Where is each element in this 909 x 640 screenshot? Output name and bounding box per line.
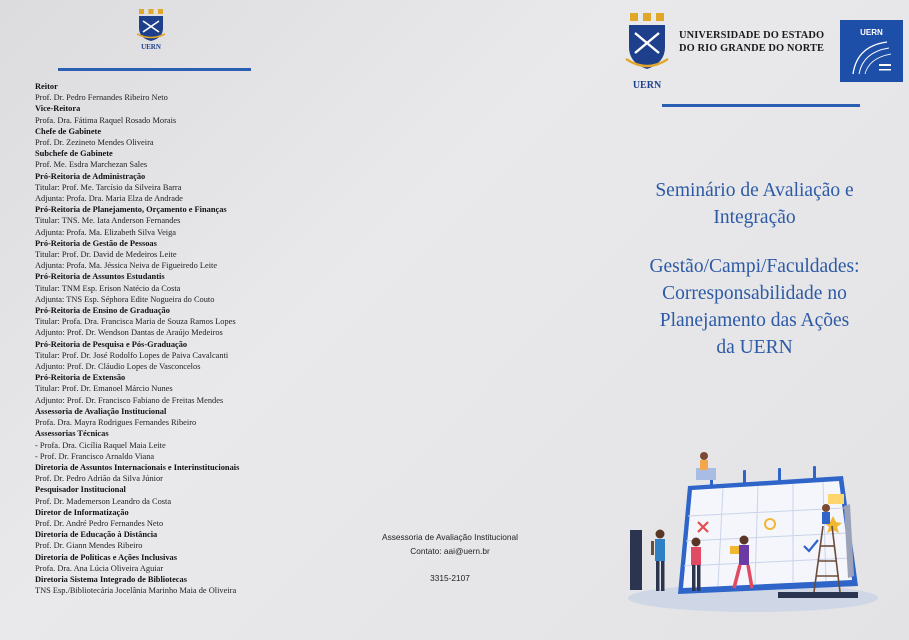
seminar-subtitle-line2: Corresponsabilidade no	[662, 283, 847, 304]
emblem-label: UERN	[860, 28, 883, 37]
roster-person: Adjunto: Prof. Dr. Wendson Dantas de Araújo Medeiros	[35, 328, 223, 338]
uern-crest-logo	[625, 11, 669, 91]
roster-title: Vice-Reitora	[35, 104, 81, 114]
roster-person: Profa. Dra. Fátima Raquel Rosado Morais	[35, 115, 177, 125]
roster-title: Assessoria de Avaliação Institucional	[35, 406, 167, 416]
roster-title: Diretoria Sistema Integrado de Bibliotecas	[35, 574, 187, 584]
roster-person: Titular: Prof. Dr. Emanoel Márcio Nunes	[35, 384, 173, 394]
seminar-title-line1: Seminário de Avaliação e	[655, 180, 854, 201]
roster-person: Prof. Dr. Zezineto Mendes Oliveira	[35, 138, 154, 148]
contact-panel	[300, 0, 600, 640]
seminar-subtitle-line4: da UERN	[716, 337, 793, 358]
university-name	[679, 29, 839, 55]
seminar-title	[600, 177, 909, 231]
roster-title: Diretoria de Educação à Distância	[35, 530, 158, 540]
roster-person: Prof. Dr. Mademerson Leandro da Costa	[35, 496, 172, 506]
roster-title: Chefe de Gabinete	[35, 126, 102, 136]
administration-roster	[35, 81, 297, 596]
seminar-subtitle-line1: Gestão/Campi/Faculdades:	[649, 256, 860, 277]
roster-person: Prof. Me. Esdra Marchezan Sales	[35, 160, 148, 170]
roster-person: Profa. Dra. Mayra Rodrigues Fernandes Ribeiro	[35, 418, 197, 428]
roster-panel	[0, 0, 300, 640]
roster-title: Diretoria de Políticas e Ações Inclusivas	[35, 552, 177, 562]
emblem-graphic-icon	[849, 38, 895, 78]
crest-label: UERN	[141, 43, 161, 51]
roster-person: - Profa. Dra. Cicília Raquel Maia Leite	[35, 440, 166, 450]
divider-line	[58, 68, 251, 71]
roster-person: Titular: Profa. Dra. Francisca Maria de Souza Ramos Lopes	[35, 317, 236, 327]
roster-person: Titular: TNM Esp. Erison Natécio da Costa	[35, 283, 181, 293]
roster-person: Titular: Prof. Dr. José Rodolfo Lopes de Paiva Cavalcanti	[35, 350, 229, 360]
cover-panel	[600, 0, 909, 640]
roster-person: Prof. Dr. Pedro Adrião da Silva Júnior	[35, 474, 163, 484]
contact-email: Contato: aai@uern.br	[410, 546, 490, 556]
divider-line	[662, 104, 860, 107]
roster-title: Reitor	[35, 82, 58, 91]
roster-title: Subchefe de Gabinete	[35, 149, 113, 159]
roster-title: Pró-Reitoria de Gestão de Pessoas	[35, 238, 157, 248]
roster-person: TNS Esp./Bibliotecária Jocelânia Marinho Maia de Oliveira	[35, 586, 237, 596]
roster-title: Pesquisador Institucional	[35, 485, 126, 495]
uern-emblem-box	[840, 20, 903, 82]
seminar-subtitle-line3: Planejamento das Ações	[659, 310, 850, 331]
roster-title: Pró-Reitoria de Extensão	[35, 373, 126, 383]
roster-person: Adjunta: Profa. Ma. Elizabeth Silva Veiga	[35, 227, 177, 237]
university-name-line1: UNIVERSIDADE DO ESTADO	[679, 30, 825, 41]
roster-person: Profa. Dra. Ana Lúcia Oliveira Aguiar	[35, 563, 164, 573]
roster-person: Adjunto: Prof. Dr. Cláudio Lopes de Vasconcelos	[35, 362, 201, 372]
planning-calendar-illustration	[618, 446, 888, 616]
roster-person: Adjunta: Profa. Ma. Jéssica Neiva de Figueiredo Leite	[35, 261, 218, 271]
roster-title: Pró-Reitoria de Assuntos Estudantis	[35, 272, 165, 282]
roster-person: Titular: Prof. Dr. David de Medeiros Leite	[35, 250, 177, 260]
roster-person: Adjunto: Prof. Dr. Francisco Fabiano de Freitas Mendes	[35, 395, 224, 405]
roster-person: Prof. Dr. André Pedro Fernandes Neto	[35, 518, 164, 528]
seminar-subtitle	[600, 253, 909, 361]
roster-person: Titular: TNS. Me. Iata Anderson Fernandes	[35, 216, 181, 226]
roster-person: Adjunta: Profa. Dra. Maria Elza de Andrade	[35, 194, 183, 204]
uern-crest-logo-small	[136, 8, 166, 51]
roster-title: Pró-Reitoria de Planejamento, Orçamento e Finanças	[35, 205, 227, 215]
roster-title: Diretor de Informatização	[35, 507, 129, 517]
roster-person: Prof. Dr. Pedro Fernandes Ribeiro Neto	[35, 93, 168, 103]
roster-title: Pró-Reitoria de Administração	[35, 171, 146, 181]
roster-person: Prof. Dr. Giann Mendes Ribeiro	[35, 541, 143, 551]
roster-title: Pró-Reitoria de Pesquisa e Pós-Graduação	[35, 339, 188, 349]
seminar-title-line2: Integração	[713, 207, 796, 228]
contact-phone: 3315-2107	[430, 573, 470, 583]
university-name-line2: DO RIO GRANDE DO NORTE	[679, 43, 825, 54]
roster-title: Pró-Reitoria de Ensino de Graduação	[35, 306, 170, 316]
roster-person: Adjunta: TNS Esp. Séphora Edite Nogueira do Couto	[35, 294, 215, 304]
roster-title: Diretoria de Assuntos Internacionais e Interinstitucionais	[35, 462, 240, 472]
roster-person: Titular: Prof. Me. Tarcísio da Silveira Barra	[35, 182, 182, 192]
contact-office: Assessoria de Avaliação Institucional	[382, 532, 518, 542]
crest-label: UERN	[632, 80, 662, 91]
roster-person: - Prof. Dr. Francisco Arnaldo Viana	[35, 451, 155, 461]
roster-title: Assessorias Técnicas	[35, 429, 109, 439]
